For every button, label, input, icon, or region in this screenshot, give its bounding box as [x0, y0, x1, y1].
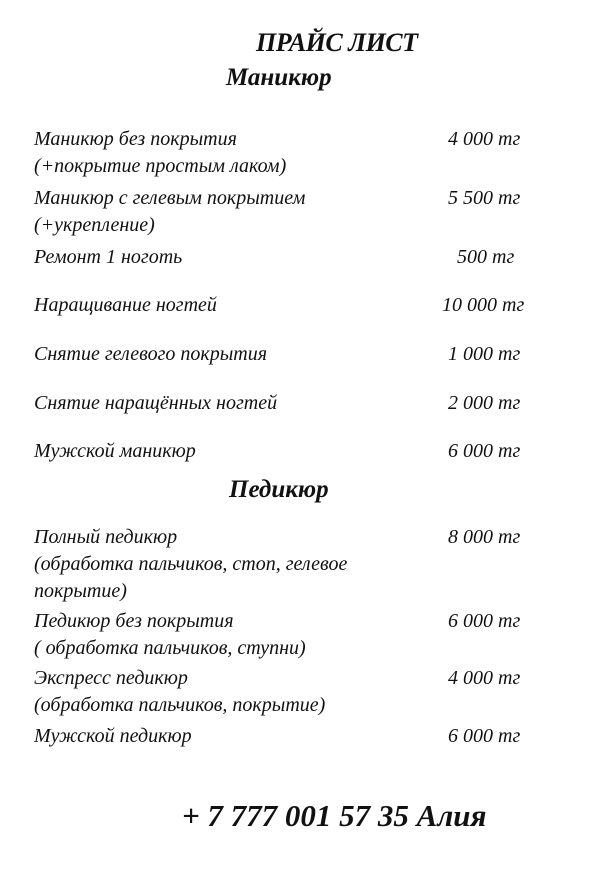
- service-price: 6 000 тг: [448, 610, 521, 632]
- service-price: 2 000 тг: [448, 392, 521, 414]
- service-note: (+покрытие простым лаком): [34, 155, 287, 177]
- service-price: 1 000 тг: [448, 343, 521, 365]
- service-name: Наращивание ногтей: [34, 294, 217, 316]
- service-name: Мужской маникюр: [34, 440, 196, 462]
- service-price: 4 000 тг: [448, 128, 521, 150]
- service-note: (+укрепление): [34, 214, 155, 236]
- service-note: покрытие): [34, 580, 127, 602]
- service-price: 5 500 тг: [448, 187, 521, 209]
- service-price: 500 тг: [457, 246, 515, 268]
- service-name: Экспресс педикюр: [34, 667, 188, 689]
- service-price: 4 000 тг: [448, 667, 521, 689]
- service-name: Снятие гелевого покрытия: [34, 343, 268, 365]
- service-name: Маникюр с гелевым покрытием: [34, 187, 306, 209]
- service-price: 10 000 тг: [442, 294, 525, 316]
- page-title: ПРАЙС ЛИСТ: [256, 28, 418, 57]
- contact-phone: + 7 777 001 57 35 Алия: [182, 798, 487, 833]
- service-note: (обработка пальчиков, стоп, гелевое: [34, 553, 348, 575]
- service-name: Полный педикюр: [34, 526, 178, 548]
- service-note: (обработка пальчиков, покрытие): [34, 694, 326, 716]
- service-price: 8 000 тг: [448, 526, 521, 548]
- service-name: Маникюр без покрытия: [34, 128, 237, 150]
- service-name: Ремонт 1 ноготь: [34, 246, 183, 268]
- section-heading-pedicure: Педикюр: [229, 476, 329, 503]
- service-name: Снятие наращённых ногтей: [34, 392, 278, 414]
- service-note: ( обработка пальчиков, ступни): [34, 637, 306, 659]
- service-name: Педикюр без покрытия: [34, 610, 234, 632]
- service-price: 6 000 тг: [448, 725, 521, 747]
- service-name: Мужской педикюр: [34, 725, 192, 747]
- service-price: 6 000 тг: [448, 440, 521, 462]
- section-heading-manicure: Маникюр: [226, 64, 332, 91]
